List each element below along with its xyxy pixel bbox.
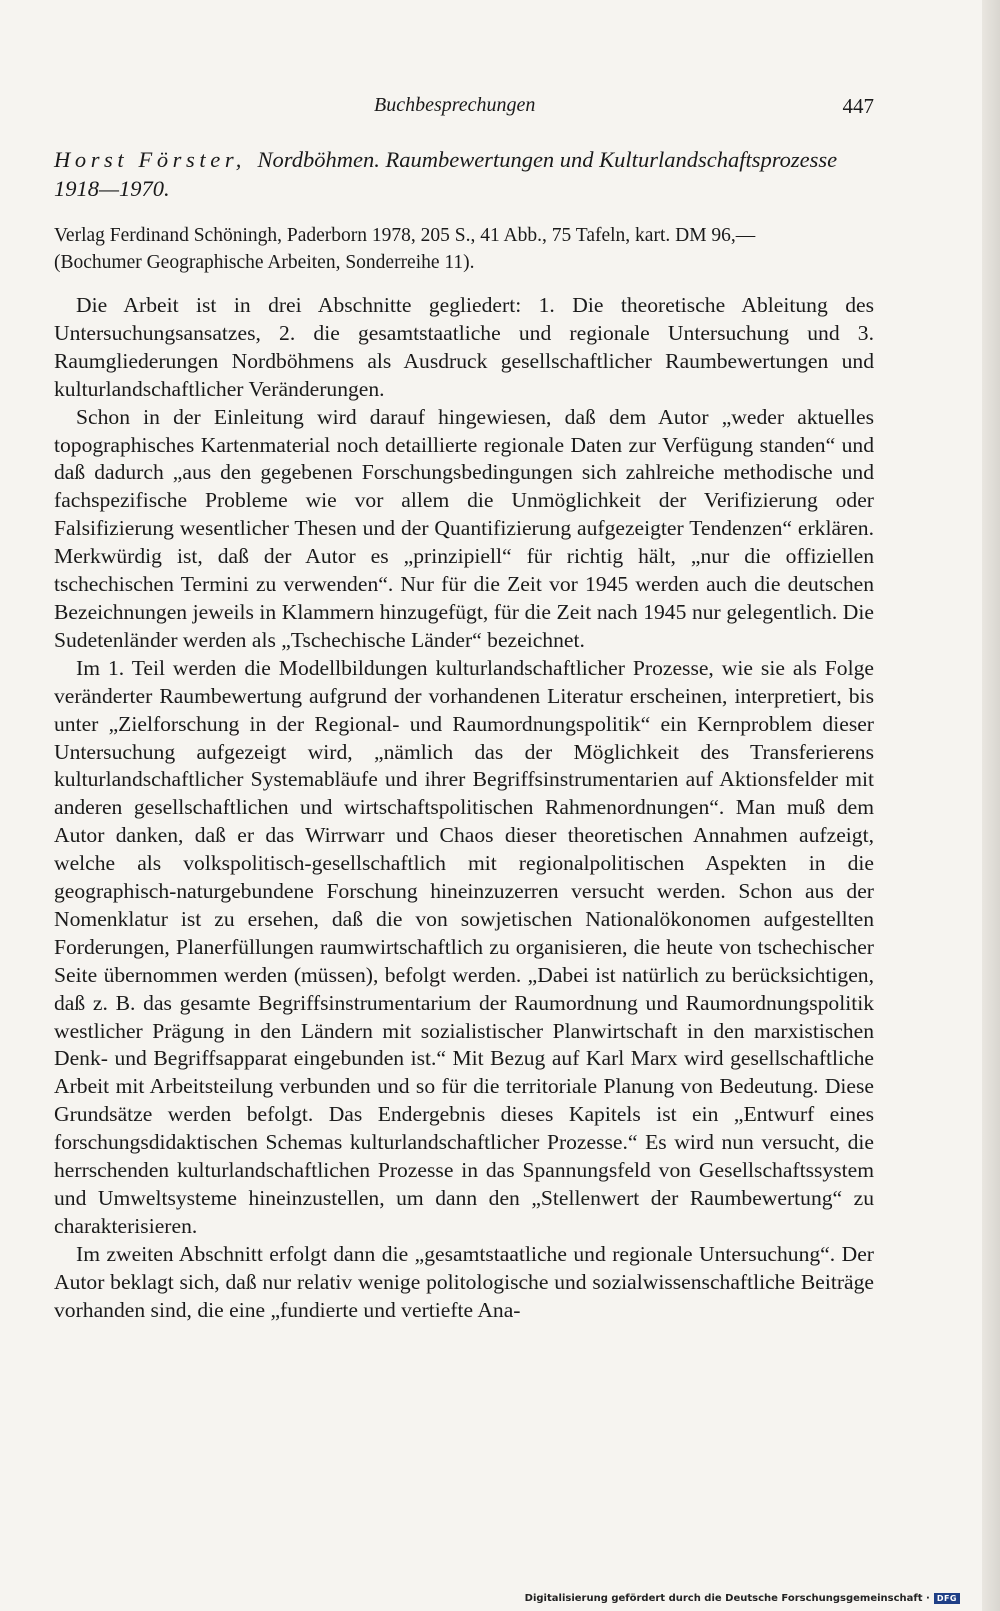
review-book-title: Nordböhmen. Raumbewertungen und Kulturlandschaftsprozesse 1918—1970. [54,147,838,201]
dfg-logo: DFG [934,1593,960,1604]
digitization-credit [525,1593,960,1604]
page-edge-shadow [982,0,1000,1611]
paragraph: Im 1. Teil werden die Modellbildungen kulturlandschaftlicher Prozesse, wie sie als Folge veränderter Raumbewertung aufgrund der vorhandenen Literatur erscheinen, interpretiert, bis unter „Zielforschung in der Regional- und Raumordnungspolitik“ ein Kernproblem dieser Untersuchung aufgezeigt wird, „nämlich das der Möglichkeit des Transferierens kulturlandschaftlicher Systemabläufe und ihrer Begriffsinstrumentarien auf Aktionsfelder mit anderen gesellschaftlichen und wirtschaftspolitischen Rahmenordnungen“. Man muß dem Autor danken, daß er das Wirrwarr und Chaos dieser theoretischen Annahmen aufzeigt, welche als volkspolitisch-gesellschaftlich mit regionalpolitischen Aspekten in die geographisch-naturgebundene Forschung hineinzuzerren versucht werden. Schon aus der Nomenklatur ist zu ersehen, daß die von sowjetischen Nationalökonomen aufgestellten Forderungen, Planerfüllungen raumwirtschaftlich zu organisieren, die heute von tschechischer Seite übernommen werden (müssen), befolgt werden. „Dabei ist natürlich zu berücksichtigen, daß z. B. das gesamte Begriffsinstrumentarium der Raumordnung und Raumordnungspolitik westlicher Prägung in den Ländern mit sozialistischer Planwirtschaft in den marxistischen Denk- und Begriffsapparat eingebunden ist.“ Mit Bezug auf Karl Marx wird gesellschaftliche Arbeit mit Arbeitsteilung verbunden und so für die territoriale Planung von Bedeutung. Diese Grundsätze werden befolgt. Das Endergebnis dieses Kapitels ist ein „Entwurf eines forschungsdidaktischen Schemas kulturlandschaftlicher Prozesse.“ Es wird nun versucht, die herrschenden kulturlandschaftlichen Prozesse in das Spannungsfeld von Gesellschaftssystem und Umweltsysteme hineinzustellen, um dann den „Stellenwert der Raumbewertung“ zu charakterisieren. [54,655,874,1238]
paragraph: Die Arbeit ist in drei Abschnitte gegliedert: 1. Die theoretische Ableitung des Untersuchungsansatzes, 2. die gesamtstaatliche und regionale Untersuchung und 3. Raumgliederungen Nordböhmens als Ausdruck gesellschaftlicher Raumbewertungen und kulturlandschaftlicher Veränderungen. [54,293,874,401]
review-author: Horst Förster, [54,147,246,172]
series-line: (Bochumer Geographische Arbeiten, Sonderreihe 11). [54,252,475,273]
paragraph: Schon in der Einleitung wird darauf hingewiesen, daß dem Autor „weder aktuelles topographisches Kartenmaterial noch detaillierte regionale Daten zur Verfügung standen“ und daß dadurch „aus den gegebenen Forschungsbedingungen sich zahlreiche methodische und fachspezifische Probleme wie vor allem die Unmöglichkeit der Verifizierung oder Falsifizierung wesentlicher Thesen und der Quantifizierung aufgezeigter Tendenzen“ erklären. Merkwürdig ist, daß der Autor es „prinzipiell“ für richtig hält, „nur die offiziellen tschechischen Termini zu verwenden“. Nur für die Zeit vor 1945 werden auch die deutschen Bezeichnungen jeweils in Klammern hinzugefügt, für die Zeit nach 1945 nur gelegentlich. Die Sudetenländer werden als „Tschechische Länder“ bezeichnet. [54,404,874,652]
review-heading [54,145,874,203]
publisher-line: Verlag Ferdinand Schöningh, Paderborn 1978, 205 S., 41 Abb., 75 Tafeln, kart. DM 96,— [54,225,756,246]
book-metadata [54,222,874,276]
page-number: 447 [842,94,874,118]
running-title: Buchbesprechungen [374,94,536,116]
paragraph: Im zweiten Abschnitt erfolgt dann die „gesamtstaatliche und regionale Untersuchung“. Der Autor beklagt sich, daß nur relativ wenige politologische und sozialwissenschaftliche Beiträge vorhanden sind, die eine „fundierte und vertiefte Ana- [54,1241,874,1322]
credit-text: Digitalisierung gefördert durch die Deutsche Forschungsgemeinschaft · [524,1593,930,1604]
running-head [54,94,874,124]
review-body [54,292,874,1325]
